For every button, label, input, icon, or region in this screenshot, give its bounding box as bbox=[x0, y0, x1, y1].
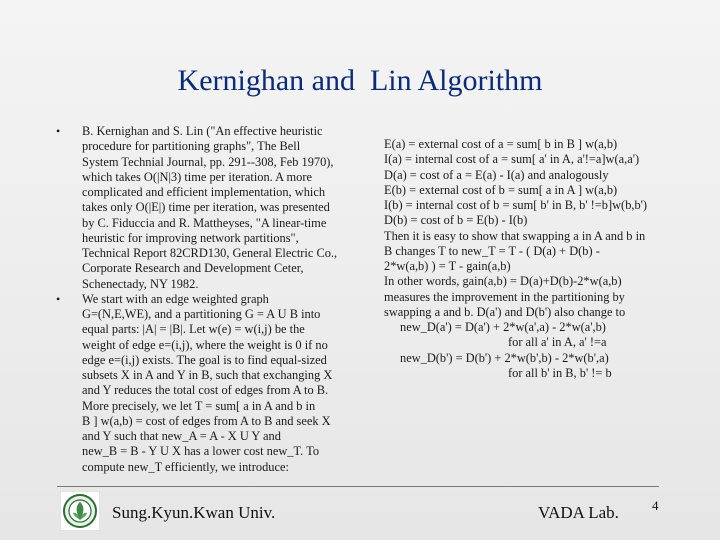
bullet-2-line-2: G=(N,E,WE), and a partitioning G = A U B into bbox=[82, 307, 321, 321]
university-seal-icon bbox=[60, 491, 100, 531]
bullet-1-line-5: complicated and efficient implementation, which bbox=[82, 185, 326, 199]
bullet-2-line-11: new_B = B - Y U X has a lower cost new_T. To bbox=[82, 444, 320, 459]
left-column bbox=[56, 124, 380, 475]
bullet-1-line-2: procedure for partitioning graphs", The Bell bbox=[82, 139, 301, 154]
definition-line-2: I(a) = internal cost of a = sum[ a' in A, a'!=a]w(a,a') bbox=[384, 152, 640, 167]
bullet-2-line-12: compute new_T efficiently, we introduce: bbox=[82, 459, 289, 474]
slide-title: Kernighan and Lin Algorithm bbox=[177, 64, 543, 97]
definition-line-10: In other words, gain(a,b) = D(a)+D(b)-2*w(a,b) bbox=[384, 274, 622, 289]
definition-line-12: swapping a and b. D(a') and D(b') also change to bbox=[384, 304, 626, 319]
footer-divider bbox=[57, 486, 659, 487]
bullet-marker: • bbox=[56, 124, 61, 138]
definition-line-9: 2*w(a,b) ) = T - gain(a,b) bbox=[384, 259, 511, 273]
bullet-2-line-8: More precisely, we let T = sum[ a in A and b in bbox=[82, 398, 316, 413]
definition-line-7: Then it is easy to show that swapping a in A and b in bbox=[384, 228, 646, 243]
definition-line-3: D(a) = cost of a = E(a) - I(a) and analogously bbox=[384, 167, 609, 182]
bullet-1-line-9: Technical Report 82CRD130, General Electric Co., bbox=[82, 246, 338, 260]
definition-line-1: E(a) = external cost of a = sum[ b in B ] w(a,b) bbox=[384, 137, 618, 151]
bullet-1-line-3: System Technial Journal, pp. 291--308, Feb 1970), bbox=[82, 154, 334, 169]
footer-university-name: Sung.Kyun.Kwan Univ. bbox=[112, 503, 276, 522]
bullet-1-line-10: Corporate Research and Development Ceter, bbox=[82, 261, 304, 276]
bullet-marker: • bbox=[56, 291, 61, 306]
bullet-2-line-4: weight of edge e=(i,j), where the weight is 0 if no bbox=[82, 337, 328, 352]
definition-line-15: new_D(b') = D(b') + 2*w(b',b) - 2*w(b',a) bbox=[400, 350, 609, 365]
bullet-2-line-10: and Y such that new_A = A - X U Y and bbox=[82, 429, 281, 443]
right-column bbox=[384, 137, 704, 381]
page-number: 4 bbox=[652, 498, 659, 513]
bullet-item-2 bbox=[56, 291, 380, 475]
definition-line-8: B changes T to new_T = T - ( D(a) + D(b) - bbox=[384, 243, 600, 258]
bullet-2-line-7: and Y reduces the total cost of edges from A to B. bbox=[82, 383, 329, 398]
bullet-1-line-7: by C. Fiduccia and R. Mattheyses, "A linear-time bbox=[82, 215, 327, 230]
definition-line-13: new_D(a') = D(a') + 2*w(a',a) - 2*w(a',b) bbox=[400, 320, 606, 334]
bullet-2-line-5: edge e=(i,j) exists. The goal is to find equal-sized bbox=[82, 352, 327, 367]
definition-line-6: D(b) = cost of b = E(b) - I(b) bbox=[384, 213, 528, 228]
bullet-2-line-3: equal parts: |A| = |B|. Let w(e) = w(i,j) be the bbox=[82, 322, 305, 337]
bullet-1-line-11: Schenectady, NY 1982. bbox=[82, 276, 199, 291]
definition-line-14: for all a' in A, a' !=a bbox=[508, 335, 607, 350]
bullet-1-line-6: takes only O(|E|) time per iteration, was presented bbox=[82, 200, 330, 215]
bullet-item-1 bbox=[56, 124, 380, 292]
bullet-1-line-8: heuristic for improving network partitions", bbox=[82, 230, 299, 245]
definition-line-4: E(b) = external cost of b = sum[ a in A ] w(a,b) bbox=[384, 182, 618, 197]
bullet-2-line-6: subsets X in A and Y in B, such that exchanging X bbox=[82, 368, 333, 382]
bullet-1-line-1: B. Kernighan and S. Lin ("An effective heuristic bbox=[82, 124, 323, 138]
definition-line-5: I(b) = internal cost of b = sum[ b' in B, b' !=b]w(b,b') bbox=[384, 198, 648, 212]
bullet-1-line-4: which takes O(|N|3) time per iteration. A more bbox=[82, 169, 312, 184]
bullet-2-line-9: B ] w(a,b) = cost of edges from A to B and seek X bbox=[82, 413, 331, 428]
footer-lab-name: VADA Lab. bbox=[538, 503, 619, 522]
definition-line-11: measures the improvement in the partitioning by bbox=[384, 289, 625, 304]
definition-line-16: for all b' in B, b' != b bbox=[508, 365, 612, 380]
bullet-2-line-1: We start with an edge weighted graph bbox=[82, 291, 269, 306]
